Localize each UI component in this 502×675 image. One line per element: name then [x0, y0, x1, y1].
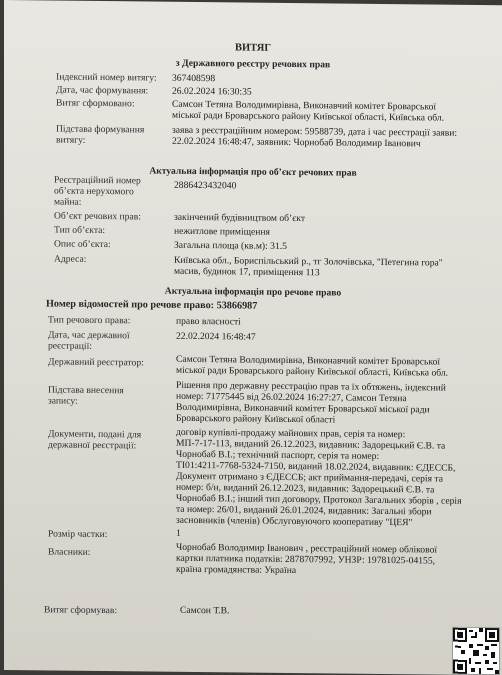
documents-label-line-2: державної реєстрації:	[48, 439, 137, 452]
basis-label-line-2: витягу:	[56, 134, 86, 146]
formation-date-value: 26.02.2024 16:30:35	[172, 85, 252, 98]
registrar-value-line-2: міської ради Броварського району Київської області, Київська обл.	[176, 364, 449, 379]
basis-value-line-2: 22.02.2024 16:48:47, заявник: Чорнобаб Володимир Іванович	[172, 135, 421, 150]
rights-object-value: закінчений будівництвом об’єкт	[174, 211, 306, 225]
documents-value-line-4: ТІ01:4211-7768-5324-7150, виданий 18.02.2024, видавник: ЄДЕССБ,	[176, 459, 456, 474]
documents-value-line-8: та номер: 26/01, виданий 26.01.2024, видавник: Загальні збори	[176, 503, 432, 518]
registrar-value-line-1: Самсон Тетяна Володимирівна, Виконавчий комітет Броварської	[176, 353, 441, 368]
owners-value-line-3: країна громадянства: Україна	[176, 563, 297, 577]
object-section-title: Актуальна інформація про об’єкт речових прав	[149, 165, 357, 179]
documents-value-line-6: номер: б/н, виданий 26.12.2023, видавник: Задорецький Є.В. та	[176, 481, 435, 496]
entry-basis-value-line-3: Володимирівна, Виконавчий комітет Броварської міської ради	[176, 401, 430, 416]
registration-number-label-line-2: об’єкта нерухомого	[54, 185, 134, 198]
right-type-value: право власності	[176, 315, 241, 328]
registration-number-label-line-3: майна:	[54, 196, 82, 208]
rights-object-label: Об’єкт речових прав:	[54, 210, 141, 223]
address-value-line-2: масив, будинок 17, приміщення 113	[174, 265, 320, 279]
object-type-value: нежитлове приміщення	[174, 225, 270, 238]
documents-value-line-1: договір купівлі-продажу майнових прав, серія та номер:	[176, 426, 406, 441]
entry-basis-value-line-4: Броварського району Київської області	[176, 412, 336, 426]
formed-by-value-line-2: міської ради Броварського району Київської області, Київська обл.	[172, 109, 445, 124]
right-type-label: Тип речового права:	[48, 314, 131, 327]
registrar-label: Державний реєстратор:	[48, 356, 144, 369]
basis-label-line-1: Підстава формування	[56, 123, 145, 136]
extract-document	[4, 0, 502, 675]
owners-value-line-2: картки платника податків: 2878707992, УНЗР: 19781025-04155,	[176, 552, 436, 567]
registration-number-label-line-1: Реєстраційний номер	[54, 174, 141, 187]
share-size-label: Розмір частки:	[48, 528, 108, 541]
entry-basis-value-line-2: номер: 71775445 від 26.02.2024 16:27:27, Самсон Тетяна	[176, 390, 407, 405]
registration-date-label-line-2: реєстрації:	[48, 340, 92, 352]
registration-date-value: 22.02.2024 16:48:47	[176, 330, 256, 343]
document-title: ВИТЯГ	[234, 42, 272, 54]
documents-value-line-2: МП-7-17-113, виданий 26.12.2023, видавник: Задорецький Є.В. та	[176, 437, 446, 452]
share-size-value: 1	[176, 527, 181, 539]
formed-by-footer-value: Самсон Т.В.	[180, 604, 230, 617]
entry-basis-label-line-1: Підстава внесення	[48, 384, 124, 397]
formed-by-label: Витяг сформовано:	[56, 97, 135, 110]
qr-code	[452, 627, 500, 675]
formation-date-label: Дата, час формування:	[56, 84, 149, 97]
address-label: Адреса:	[54, 253, 87, 265]
rights-number: Номер відомостей про речове право: 53866987	[46, 298, 258, 312]
documents-value-line-5: Документ отримано з ЄДЕССБ; акт приймання-передачі, серія та	[176, 470, 443, 485]
entry-basis-value-line-1: Рішення про державну реєстрацію прав та їх обтяжень, індексний	[176, 379, 446, 394]
object-description-label: Опис об’єкта:	[54, 238, 111, 251]
address-value-line-1: Київська обл., Бориспільський р., тг Золочівська, "Петегина гора"	[174, 254, 443, 269]
owners-label: Власники:	[48, 546, 91, 558]
formed-by-value-line-1: Самсон Тетяна Володимирівна, Виконавчий комітет Броварської	[172, 98, 437, 113]
documents-label-line-1: Документи, подані для	[48, 428, 142, 441]
object-type-label: Тип об’єкта:	[54, 224, 106, 237]
registration-number-value: 2886423432040	[174, 179, 237, 192]
document-subtitle: з Державного реєстру речових прав	[175, 57, 331, 71]
basis-value-line-1: заява з реєстраційним номером: 59588739, дата і час реєстрації заяви:	[172, 124, 458, 139]
entry-basis-label-line-2: запису:	[48, 395, 78, 407]
documents-value-line-7: Чорнобаб В.І.; інший тип договору, Протокол Загальних зборів , серія	[176, 492, 462, 507]
object-description-value: Загальна площа (кв.м): 31.5	[174, 239, 287, 252]
documents-value-line-3: Чорнобаб В.І.; технічний паспорт, серія та номер:	[176, 448, 380, 462]
formed-by-footer-label: Витяг сформував:	[44, 604, 118, 617]
documents-value-line-9: засновників (членів) Обслуговуючого кооперативу "ЦЕЯ"	[176, 514, 413, 529]
rights-section-title: Актуальна інформація про речове право	[164, 285, 342, 299]
index-number-value: 367408598	[172, 72, 216, 85]
registration-date-label-line-1: Дата, час державної	[48, 329, 130, 342]
owners-value-line-1: Чорнобаб Володимир Іванович , реєстраційний номер облікової	[176, 541, 438, 556]
index-number-label: Індексний номер витягу:	[56, 71, 157, 84]
